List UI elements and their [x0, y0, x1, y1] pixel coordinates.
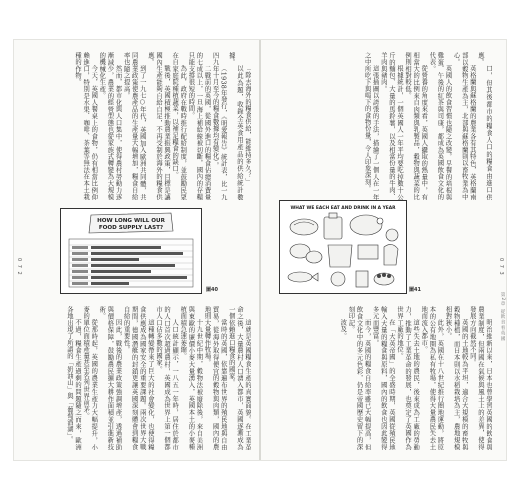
- paragraph: 因此，戰後的農業政策強調增產，透過補助與價格保障，鼓勵農民擴大耕作面積並引進新技術。: [98, 306, 122, 450]
- paragraph: 以此為題，收錄全英食用產品的供給統計數據。: [227, 52, 243, 200]
- supply-table: [69, 239, 193, 287]
- left-page-text-top: [19, 52, 251, 200]
- sugar-sack-icon: [328, 245, 352, 267]
- egg-icon: [386, 229, 398, 241]
- paragraph: 根據統計，一個英國人一年平均要吃掉數十公斤的麵包、大量的馬鈴薯，以及相當份量的牛肉、羊肉與豬肉。: [379, 52, 403, 200]
- food-supply-figure: [60, 208, 202, 294]
- paragraph: 然而，都市化與人口集中，使得農村勞動力逐漸減少，農業的經營型態也從家族式轉變為大規模的機械化生產。: [98, 52, 122, 200]
- meat-joint-icon: [350, 215, 382, 235]
- paragraph: 波及。: [339, 318, 347, 339]
- figure-title-line2: FOOD SUPPLY LAST?: [98, 225, 164, 231]
- paragraph: 而今，英國的糧食自給率雖已大幅提高，但飲食文化中的多元色彩，仍是帝國歷史留下的深刻印記。: [347, 306, 371, 450]
- paragraph: （1938年發行，《明愛報告》統計表，比一九四九年十月至今的糧食數據均有變化）。: [211, 52, 227, 200]
- paragraph: 英格蘭與蘇格蘭的農業各有其特色，英格蘭南部以穀物生產為主，北部與蘇格蘭則以畜牧業為中心。: [452, 52, 476, 200]
- paragraph: 十九世紀中期，穀物法被廢除後，來自美洲與東歐的廉價小麥大量湧入，英國本土的小麥種植面積急速萎縮。: [179, 306, 203, 450]
- paragraph: 明治維新以來，日本也曾學習英國的飲食與農業制度，但兩國在氣候與風土上的差異，使得發展方向截然不同。: [468, 306, 492, 450]
- bone-end-icon: [377, 218, 383, 224]
- book-spread: [14, 40, 506, 460]
- paragraph: 當時的英國，依靠遍布世界的殖民地與自由貿易，從海外取得便宜的穀物與肉類，國內的農地則大量轉作牧場。: [203, 306, 227, 450]
- paragraph: 英國的土地較為平坦，適合大規模的畜牧與穀物種植，而日本則以水稻栽培為主，農地規模相對狹小。: [444, 306, 468, 450]
- left-page-text-bottom: [19, 306, 251, 450]
- paragraph: 為此，政府在戰時推行配給制度，並鼓勵民眾在自家庭院種植蔬菜，以補足糧食的缺口。: [171, 52, 187, 200]
- figure-41-caption: 圖41: [409, 287, 421, 293]
- paragraph: 二戰前的英國，從國外進口的糧食佔總消費量的七成以上，一旦海上補給線被切斷，國內的存糧只能支撐很短的時間。: [187, 52, 211, 200]
- food-supply-chart-illustration: [61, 209, 201, 293]
- paragraph: 今天，英國人餐桌上的食物，仍有相當比例仰賴進口，特別是水果、咖啡、茶葉等無法在本土栽種的作物。: [74, 52, 98, 200]
- paragraph: 從那時起，英國的農業生產力大幅提升，小麥的單位面積產量甚至名列世界前茅。: [82, 306, 98, 450]
- bottle-cap-icon: [329, 213, 337, 218]
- cheese-wheel-icon: [331, 272, 345, 286]
- fish-icon: [288, 272, 312, 282]
- paragraph: 從營養的角度來看，英國人攝取的熱量中，有相當大的比例來自肉類與乳製品，穀物與蔬菜的比例則相對較低。: [404, 52, 428, 200]
- bread-loaf-icon: [290, 219, 318, 235]
- butter-block-icon: [358, 245, 378, 259]
- paragraph: 這些失去土地的農民，後來成為工廠的勞動力，推動了工業革命的發展，也奠定了英國作為世界工廠的地位。: [395, 306, 420, 450]
- apple-icon-3: [387, 274, 391, 278]
- left-page-number: 0 7 2: [16, 258, 22, 276]
- right-page: [261, 40, 506, 460]
- paragraph: 在「大英帝國」的全盛時期，英國從殖民地輸入大量的糧食與原料，國內的飲食也因此變得多元而豐富。: [371, 306, 395, 450]
- right-page-text-top: [268, 52, 492, 200]
- paragraph: 戰後，英國積極推動農業振興政策，目標是讓國內生產能夠自給自足，不再受制於海外的糧食供應。: [146, 52, 171, 200]
- paragraph: 此外，英國在十八世紀推行圈地運動，將原本的公有地圈為私有牧場，使得大量農民失去土地而流入都市。: [420, 306, 444, 450]
- paragraph: 這張插圖以誇張的手法，描繪了一個人在一年之中所吃下與喝下的食物份量，令人印象深刻。: [363, 52, 379, 200]
- paragraph: 口，但其後都市的糧食人口的糧食由進口供應。: [476, 52, 492, 200]
- annual-consumption-figure: [279, 200, 407, 294]
- figure-40-caption: 圖40: [206, 287, 218, 293]
- beer-glass-icon: [356, 271, 368, 287]
- paragraph: 人口統計顯示，一八五一年時，居住於都市的人口首次超過農村，英國成為世界上第一個都市人口佔多數的國家。: [154, 306, 179, 450]
- running-header: 第2章 從飲食看英國: [500, 292, 505, 342]
- potato-icon-2: [306, 251, 322, 263]
- paragraph: 不過，糧食生產過剩的問題隨之而來，歐洲各地出現了所謂的「奶油山」與「葡萄酒湖」。: [65, 306, 82, 450]
- paragraph: 英國人的飲食習慣也隨之改變。早餐的培根與雞蛋、午後的紅茶與司康，都成為英國飲食文化的代表。: [428, 52, 452, 200]
- apple-icon: [377, 274, 381, 278]
- milk-bottle-icon: [324, 217, 342, 239]
- right-page-text-bottom: [268, 306, 492, 450]
- figure-41-title: WHAT WE EACH EAT AND DRINK IN A YEAR: [290, 206, 396, 211]
- title-banner: [89, 213, 173, 233]
- paragraph: 到了一九七○年代，英國加入歐洲共同體，共同農業政策使農產品的生產量大幅增加，糧食自給率也隨之提高。: [122, 52, 146, 200]
- paragraph: 「除去海外的糧食供給，能維持多久？」: [244, 64, 251, 185]
- teapot-icon: [384, 244, 398, 265]
- annual-consumption-illustration: [280, 201, 406, 293]
- apple-icon-2: [382, 273, 386, 277]
- figure-title-line1: HOW LONG WILL OUR: [97, 218, 165, 224]
- paragraph: 這種轉變帶來了巨大的社會變化，也使得糧食供應成為國家安全的重要課題。兩次世界大戰期間，德國潛艇的封鎖更讓英國深刻體會到糧食自給的重要性。: [122, 306, 154, 450]
- right-page-number: 0 7 3: [498, 258, 504, 276]
- paragraph: 這就是英國糧食生產的真實面貌。在工業革命之後，大量農村人口湧入都市，英國逐漸成為一個依賴進口糧食的國家。: [227, 306, 251, 450]
- left-page: [14, 40, 259, 460]
